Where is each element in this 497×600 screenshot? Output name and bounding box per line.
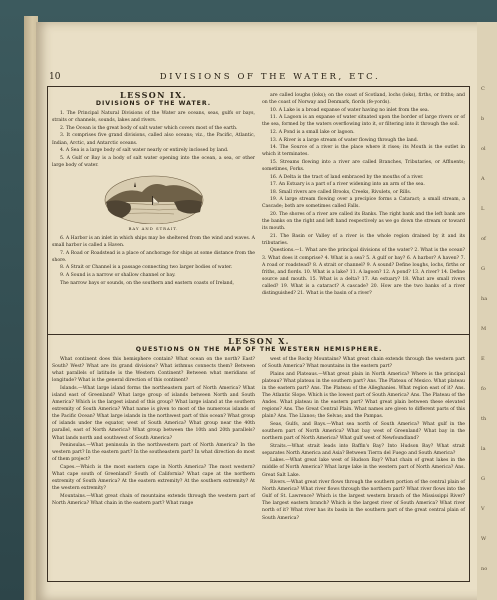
next-page-fragment: G	[481, 476, 485, 482]
paragraph: Rivers.—What great river flows through the southern portion of the central plain of North America? What river flows through the northern part? What river flows into the Gulf of St. Lawrence? Which is the largest western branch of the Mississippi River? The largest eastern branch? Which is the largest river of South America? What river north of it? What river has its basin in the southern part of the great central plain of South America?	[262, 480, 465, 521]
lesson9-left-column	[52, 92, 255, 287]
lesson10-heading	[50, 338, 468, 356]
paragraph: Straits.—What strait leads into Baffin's Bay? Into Hudson Bay? What strait separates North America and Asia? Between Tierra del Fuego and South America?	[262, 443, 465, 456]
paragraph: Plains and Plateaus.—What great plain in North America? Where is the principal plateau? What plateau in the southern part? Ans. The Plateau of Mexico. What plateau in the eastern part? Ans. The Plateau of the Alleghanies. What region east of it? Ans. The Atlantic Slope. Which is the lowest part of South America? Ans. The Plateau of the Andes. What plateau in the eastern part? What great plain between these elevated regions? Ans. The Great Central Plain. What names are given to different parts of this plain? Ans. The Llanos; the Selvas; and the Pampas.	[262, 371, 465, 420]
next-page-fragment: G	[481, 266, 485, 272]
paragraph: 4. A Sea is a large body of salt water nearly or entirely inclosed by land.	[60, 148, 229, 154]
paragraph: 5. A Gulf or Bay is a body of salt water opening into the ocean, a sea, or other large body of water.	[52, 155, 255, 168]
lesson10-title: LESSON X.	[228, 336, 290, 346]
next-page-fragment: ol	[481, 146, 486, 152]
next-page-fragment: la	[481, 446, 486, 452]
paragraph: 7. A Road or Roadstead is a place of anchorage for ships at some distance from the shore.	[52, 250, 255, 263]
lesson9-paragraphs-a	[52, 110, 255, 169]
next-page-fragment: W	[481, 536, 487, 542]
paragraph: 15. Streams flowing into a river are called Branches, Tributaries, or Affluents; sometimes, Forks.	[262, 159, 465, 172]
paragraph: west of the Rocky Mountains? What great chain extends through the western part of South America? What mountains in the eastern part?	[262, 357, 465, 370]
paragraph: 21. The Basin or Valley of a river is the whole region drained by it and its tributaries.	[262, 233, 465, 246]
bay-and-strait-engraving	[104, 172, 204, 224]
paragraph: What continent does this hemisphere contain? What ocean on the north? East? South? West? What are its grand divisions? What isthmus connects them? Between what parallels of latitude is the Western Continent? Between what meridians of longitude? What is the general direction of this continent?	[52, 357, 255, 384]
next-page-fragment: ha	[481, 296, 488, 302]
paragraph: 9. A Sound is a narrow or shallow channel or bay.	[60, 273, 176, 278]
next-page-fragment: b	[481, 116, 485, 122]
next-page-fragment: L	[481, 206, 485, 212]
paragraph: 1. The Principal Natural Divisions of the Water are oceans, seas, gulfs or bays, straits or channels, sounds, lakes and rivers.	[52, 111, 255, 124]
paragraph: 17. An Estuary is a part of a river widening into an arm of the sea.	[270, 182, 425, 188]
paragraph: The narrow bays or sounds, on the southern and eastern coasts of Ireland,	[60, 280, 235, 286]
paragraph: 18. Small rivers are called Brooks, Creeks, Rivulets, or Rills.	[270, 189, 412, 195]
next-page-fragment: fo	[481, 386, 486, 392]
next-page-fragment: of	[481, 236, 486, 242]
paragraph: 12. A Pond is a small lake or lagoon.	[270, 129, 355, 135]
paragraph: Peninsulas.—What peninsula in the northwestern part of North America? In the western part? In the eastern part? In the southeastern part? In what direction do most of them project?	[52, 443, 255, 463]
next-page-fragment: M	[481, 326, 487, 332]
paragraph: 6. A Harbor is an inlet in which ships may be sheltered from the wind and waves. A small harbor is called a Haven.	[52, 236, 255, 249]
paragraph: Questions.—1. What are the principal divisions of the water? 2. What is the ocean? 3. What does it comprise? 4. What is a sea? 5. A gulf or bay? 6. A harbor? A haven? 7. A road or roadstead? 8. A strait or channel? 9. A sound? Define loughs, lochs, firths or friths, and fiords. 10. What is a lake? 11. A lagoon? 12. A pond? 13. A river? 14. Define source and mouth. 15. What is a delta? 17. An estuary? 18. What are small rivers called? 19. What is a cataract? A cascade? 20. How are the two banks of a river distinguished? 21. What is the basin of a river?	[262, 248, 465, 297]
paragraph: 2. The Ocean is the great body of salt water which covers most of the earth.	[60, 125, 238, 131]
next-page-fragment: V	[481, 506, 485, 512]
paragraph: Seas, Gulfs, and Bays.—What sea north of South America? What gulf in the southern part of North America? What bay west of Greenland? What bay in the northern part of North America? What gulf west of Newfoundland?	[262, 421, 465, 442]
paragraph: Mountains.—What great chain of mountains extends through the western part of North America? What chain in the eastern part? What range	[52, 493, 255, 506]
lesson9-paragraphs-b	[52, 235, 255, 287]
paragraph: 16. A Delta is the tract of land embraced by the mouths of a river.	[270, 174, 424, 180]
lesson10-left-column	[52, 356, 255, 507]
paragraph: 20. The shores of a river are called its Banks. The right bank and the left bank are the banks on the right and left hand respectively as we go down the stream or toward its mouth.	[262, 212, 465, 232]
paragraph: are called loughs (loks); on the coast of Scotland, lochs (loks), firths, or friths; and on the coast of Norway and Denmark, fiords (fe-yords).	[262, 93, 465, 106]
paragraph: 8. A Strait or Channel is a passage connecting two larger bodies of water.	[60, 265, 233, 271]
next-page-edge	[477, 22, 497, 600]
lesson-divider	[47, 334, 470, 335]
paragraph: 3. It comprises five grand divisions, called also oceans; viz., the Pacific, Atlantic, Indian, Arctic, and Antarctic oceans.	[52, 133, 255, 146]
paragraph: Lakes.—What great lake west of Hudson Bay? What chain of great lakes in the middle of North America? What large lake in the western part of North America? Ans. Great Salt Lake.	[262, 458, 465, 478]
next-page-fragment: th	[481, 416, 487, 422]
lesson9-right-column	[262, 92, 465, 298]
lesson10-right-column	[262, 356, 465, 522]
lesson10-subtitle: QUESTIONS ON THE MAP OF THE WESTERN HEMISPHERE.	[135, 346, 383, 354]
paragraph: Capes.—Which is the most eastern cape in North America? The most western? What cape south of Greenland? South of California? What cape at the northern extremity of South America? At the eastern extremity? At the southern extremity? At the western extremity?	[52, 464, 255, 492]
lesson9-subtitle: DIVISIONS OF THE WATER.	[95, 100, 212, 108]
paragraph: Islands.—What large island forms the northeastern part of North America? What island east of Greenland? What large group of islands between North and South America? Which is the largest island of this group? What large island at the southern extremity of South America? What name is given to most of the numerous islands of the Pacific Ocean? What large islands in the northwest part of this ocean? What group of islands under the equator, west of South America? What group near the 40th parallel, east of North America? What group between the 10th and 20th parallels? What lands north and southwest of South America?	[52, 385, 255, 441]
engraving-caption: BAY AND STRAIT.	[128, 225, 179, 231]
paragraph: 19. A large stream flowing over a precipice forms a Cataract; a small stream, a Cascade; both are sometimes called Falls.	[262, 197, 465, 210]
next-page-fragment: E	[481, 356, 485, 362]
running-head: DIVISIONS OF THE WATER, ETC.	[159, 72, 381, 82]
next-page-fragment: A	[481, 176, 485, 182]
next-page-fragment: no	[481, 566, 488, 572]
paragraph: 10. A Lake is a broad expanse of water having no inlet from the sea.	[270, 107, 430, 113]
paragraph: 13. A River is a large stream of water flowing through the land.	[270, 137, 419, 143]
next-page-fragment: C	[481, 86, 485, 92]
lesson9-title: LESSON IX.	[120, 90, 187, 100]
paragraph: 14. The Source of a river is the place where it rises; its Mouth is the outlet in which it terminates.	[262, 145, 465, 158]
paragraph: 11. A Lagoon is an expanse of water situated upon the border of large rivers or of the sea, formed by the waters overflowing into it, or filtering into it through the soil.	[262, 115, 465, 128]
page-number: 10	[49, 72, 61, 82]
